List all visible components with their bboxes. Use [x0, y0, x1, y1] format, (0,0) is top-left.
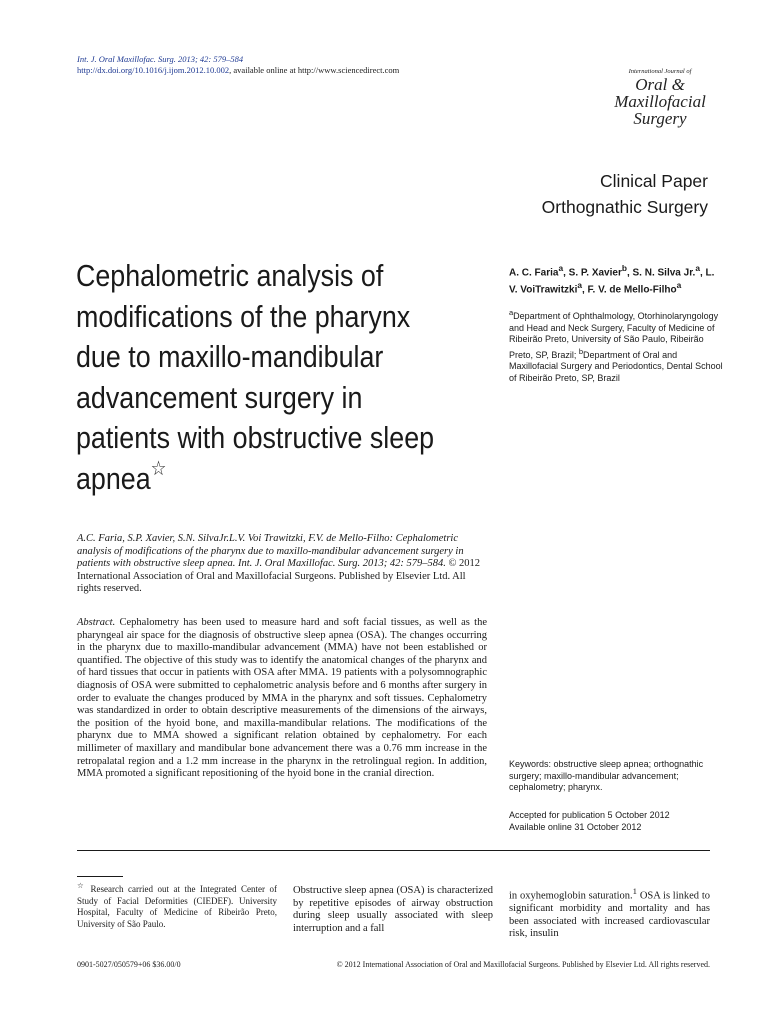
- affiliation-a: Department of Ophthalmology, Otorhinolaryngology and Head and Neck Surgery, Faculty of Medicine of Ribeirão Preto, University of São Paulo, Ribeirão Preto, SP, Brazil;: [509, 311, 719, 360]
- category-type: Clinical Paper: [600, 171, 708, 191]
- publication-dates: [509, 810, 709, 833]
- abstract: [77, 617, 487, 781]
- doi-link[interactable]: http://dx.doi.org/10.1016/j.ijom.2012.10.002: [77, 65, 230, 75]
- footnote: [77, 880, 277, 930]
- affiliations: [509, 307, 724, 384]
- title-footnote-star-icon[interactable]: ☆: [150, 457, 167, 480]
- journal-logo-line3: Maxillofacial: [614, 92, 706, 111]
- accepted-date: Accepted for publication 5 October 2012: [509, 810, 670, 820]
- author-5-sup: a: [676, 280, 682, 291]
- author-4: , L. V. VoiTrawitzki: [509, 267, 715, 296]
- article-title: [76, 256, 446, 499]
- footer-copyright: © 2012 International Association of Oral and Maxillofacial Surgeons. Published by Elsevier Ltd. All rights reserved.: [336, 960, 710, 969]
- section-divider: [77, 850, 710, 851]
- author-list: [509, 262, 724, 297]
- reference-copyright: © 2012 International Association of Oral and Maxillofacial Surgeons. Published by Elsevier Ltd. All rights reserved.: [77, 558, 481, 595]
- footnote-star-icon: ☆: [77, 881, 86, 890]
- issn-text: 0901-5027/050579+06 $36.00/0: [77, 960, 181, 969]
- author-5: , F. V. de Mello-Filho: [582, 284, 677, 296]
- author-3-sup: a: [695, 263, 700, 273]
- author-3: , S. N. Silva Jr.: [626, 267, 696, 279]
- author-4-sup: a: [577, 280, 582, 291]
- body-text-b: OSA is linked to significant morbidity and mortality and has been associated with increased cardiovascular risk, insulin: [509, 890, 710, 940]
- body-column-2: [509, 885, 710, 941]
- keywords: Keywords: obstructive sleep apnea; orthognathic surgery; maxillo-mandibular advancement; cephalometry; pharynx.: [509, 759, 704, 792]
- citation-reference: [77, 533, 492, 596]
- title-text: Cephalometric analysis of modifications of the pharynx due to maxillo-mandibular advancement surgery in patients with obstructive sleep apnea: [76, 259, 435, 496]
- author-1: A. C. Faria: [509, 267, 559, 279]
- reference-1-sup[interactable]: 1: [632, 886, 638, 896]
- journal-logo-line1: International Journal of: [628, 68, 692, 75]
- availability-text: , available online at http://www.sciencedirect.com: [229, 65, 400, 75]
- citation-line: Int. J. Oral Maxillofac. Surg. 2013; 42: 579–584: [77, 54, 244, 64]
- affiliation-b: Department of Oral and Maxillofacial Surgery and Periodontics, Dental School of Ribeirão Preto, SP, Brazil: [509, 349, 723, 383]
- reference-italic: A.C. Faria, S.P. Xavier, S.N. SilvaJr.L.V. Voi Trawitzki, F.V. de Mello-Filho: Cephalometric analysis of modifications of the pharynx due to maxillo-mandibular advancement surgery in patients with obstructive sleep apnea. Int. J. Oral Maxillofac. Surg. 2013; 42: 579–584.: [77, 533, 464, 570]
- footnote-text: Research carried out at the Integrated Center of Study of Facial Deformities (CIEDEF). University Hospital, Faculty of Medicine of Ribeirão Preto, University of São Paulo.: [77, 884, 277, 929]
- abstract-label: Abstract.: [77, 617, 116, 628]
- journal-logo: [604, 68, 716, 127]
- journal-logo-line4: Surgery: [633, 109, 687, 128]
- online-date: Available online 31 October 2012: [509, 821, 642, 832]
- abstract-text: Cephalometry has been used to measure hard and soft facial tissues, as well as the pharyngeal air space for the diagnosis of obstructive sleep apnea (OSA). The changes occurring in the pharynx due to maxillo-mandibular advancement (MMA) have not been established or quantified. The objective of this study was to identify the anatomical changes of the pharynx and of hard tissues that occur in patients with OSA after MMA. 19 patients with a polysomnographic diagnosis of OSA were submitted to cephalometric analysis before and 6 months after surgery in order to evaluate the changes produced by MMA in the pharynx and soft tissues. Cephalometry was standardized in order to obtain descriptive measurements of the dimensions of the airways, the position of the hyoid bone, and maxilla-mandibular relations. The modifications of the pharynx due to MMA showed a significant relation obtained by cephalometry. For each millimeter of maxillary and mandibular bone advancement there was a 0.76 mm increase in the retropalatal region and a 1.2 mm increase in the pharynx in the retrolingual region. In addition, MMA promoted a significant repositioning of the hyoid bone in the cranial direction.: [77, 617, 487, 780]
- body-column-1: Obstructive sleep apnea (OSA) is characterized by repetitive episodes of airway obstruction during sleep usually associated with sleep interruption and a fall: [293, 885, 493, 934]
- affiliation-a-sup: a: [509, 308, 514, 317]
- author-1-sup: a: [558, 263, 564, 273]
- footnote-divider: [77, 876, 123, 877]
- category-subject: Orthognathic Surgery: [541, 197, 708, 217]
- author-2-sup: b: [621, 263, 627, 273]
- article-category: [542, 168, 708, 220]
- body-text-a: in oxyhemoglobin saturation.: [509, 890, 633, 902]
- journal-logo-line2: Oral &: [635, 75, 685, 94]
- affiliation-b-sup: b: [578, 346, 584, 356]
- citation-header: [77, 54, 399, 76]
- author-2: , S. P. Xavier: [563, 267, 622, 279]
